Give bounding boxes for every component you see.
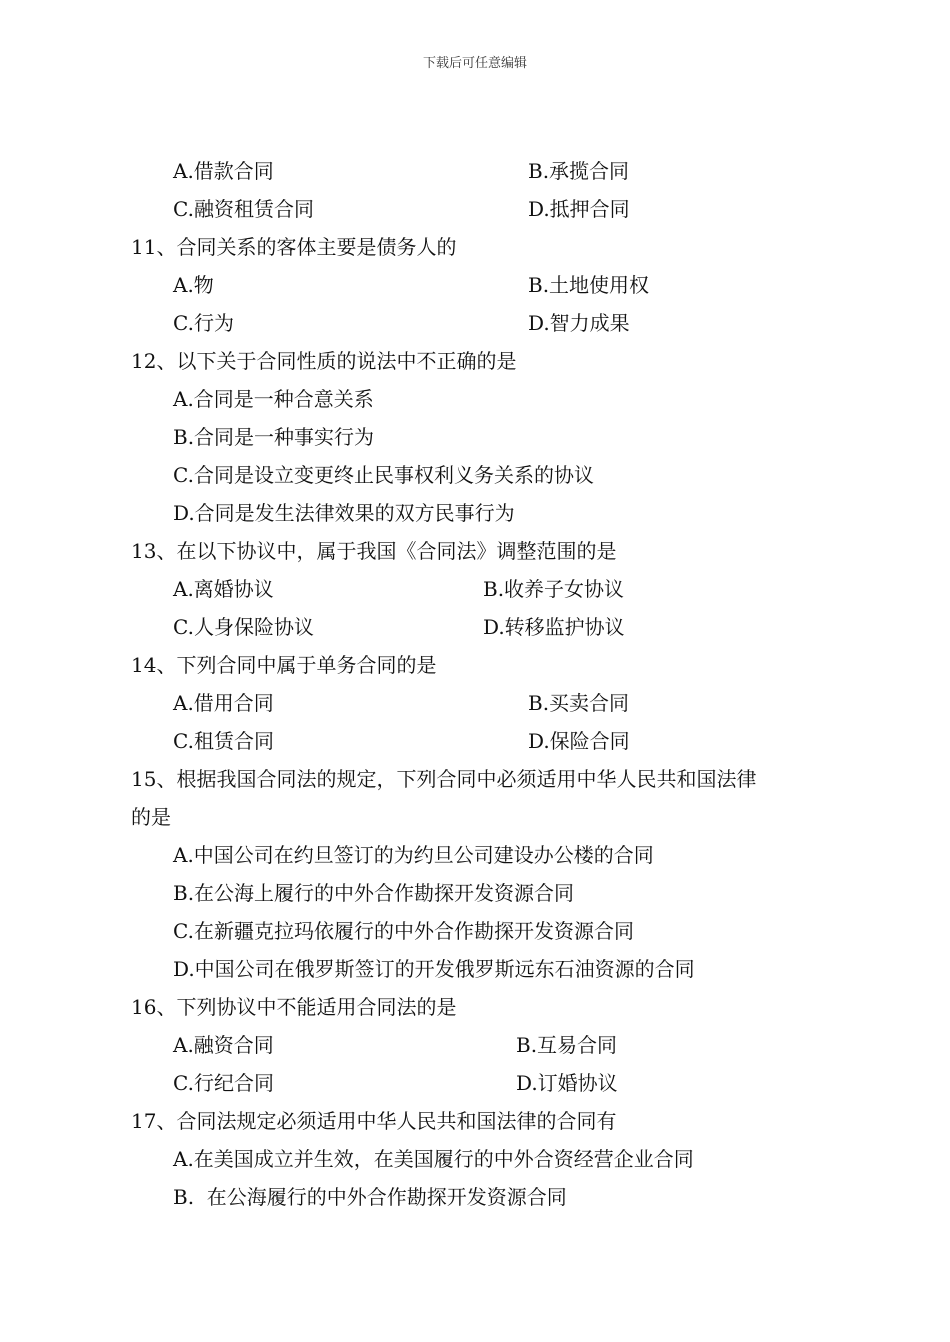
q16-option-b: B.互易合同: [516, 1033, 618, 1057]
question-15-line-2: 的是: [131, 805, 171, 829]
q12-option-d: D.合同是发生法律效果的双方民事行为: [173, 501, 515, 525]
question-14: 14、下列合同中属于单务合同的是: [131, 653, 437, 677]
question-16: 16、下列协议中不能适用合同法的是: [131, 995, 457, 1019]
q10-option-d: D.抵押合同: [528, 197, 630, 221]
q12-option-a: A.合同是一种合意关系: [173, 387, 374, 411]
q14-option-a: A.借用合同: [173, 691, 274, 715]
q10-option-c: C.融资租赁合同: [173, 197, 314, 221]
q12-option-c: C.合同是设立变更终止民事权利义务关系的协议: [173, 463, 594, 487]
page-header: 下载后可任意编辑: [422, 56, 527, 71]
q15-option-a: A.中国公司在约旦签订的为约旦公司建设办公楼的合同: [173, 843, 654, 867]
q17-option-a: A.在美国成立并生效，在美国履行的中外合资经营企业合同: [173, 1147, 694, 1171]
q14-option-b: B.买卖合同: [528, 691, 630, 715]
question-13: 13、在以下协议中，属于我国《合同法》调整范围的是: [131, 539, 617, 563]
q16-option-a: A.融资合同: [173, 1033, 274, 1057]
q11-option-c: C.行为: [173, 311, 234, 335]
q16-option-d: D.订婚协议: [516, 1071, 618, 1095]
q13-option-c: C.人身保险协议: [173, 615, 314, 639]
q13-option-b: B.收养子女协议: [483, 577, 625, 601]
q16-option-c: C.行纪合同: [173, 1071, 274, 1095]
q17-option-b: B. 在公海履行的中外合作勘探开发资源合同: [173, 1185, 567, 1209]
q11-option-b: B.土地使用权: [528, 273, 650, 297]
q10-option-a: A.借款合同: [173, 159, 274, 183]
q14-option-d: D.保险合同: [528, 729, 630, 753]
q15-option-c: C.在新疆克拉玛依履行的中外合作勘探开发资源合同: [173, 919, 634, 943]
q13-option-d: D.转移监护协议: [483, 615, 625, 639]
question-12: 12、以下关于合同性质的说法中不正确的是: [131, 349, 517, 373]
q12-option-b: B.合同是一种事实行为: [173, 425, 375, 449]
q10-option-b: B.承揽合同: [528, 159, 630, 183]
question-17: 17、合同法规定必须适用中华人民共和国法律的合同有: [131, 1109, 617, 1133]
q11-option-a: A.物: [173, 273, 214, 297]
q15-option-b: B.在公海上履行的中外合作勘探开发资源合同: [173, 881, 575, 905]
q13-option-a: A.离婚协议: [173, 577, 274, 601]
q11-option-d: D.智力成果: [528, 311, 630, 335]
question-11: 11、合同关系的客体主要是债务人的: [131, 235, 457, 259]
question-15-line-1: 15、根据我国合同法的规定，下列合同中必须适用中华人民共和国法律: [131, 767, 757, 791]
q15-option-d: D.中国公司在俄罗斯签订的开发俄罗斯远东石油资源的合同: [173, 957, 695, 981]
q14-option-c: C.租赁合同: [173, 729, 274, 753]
